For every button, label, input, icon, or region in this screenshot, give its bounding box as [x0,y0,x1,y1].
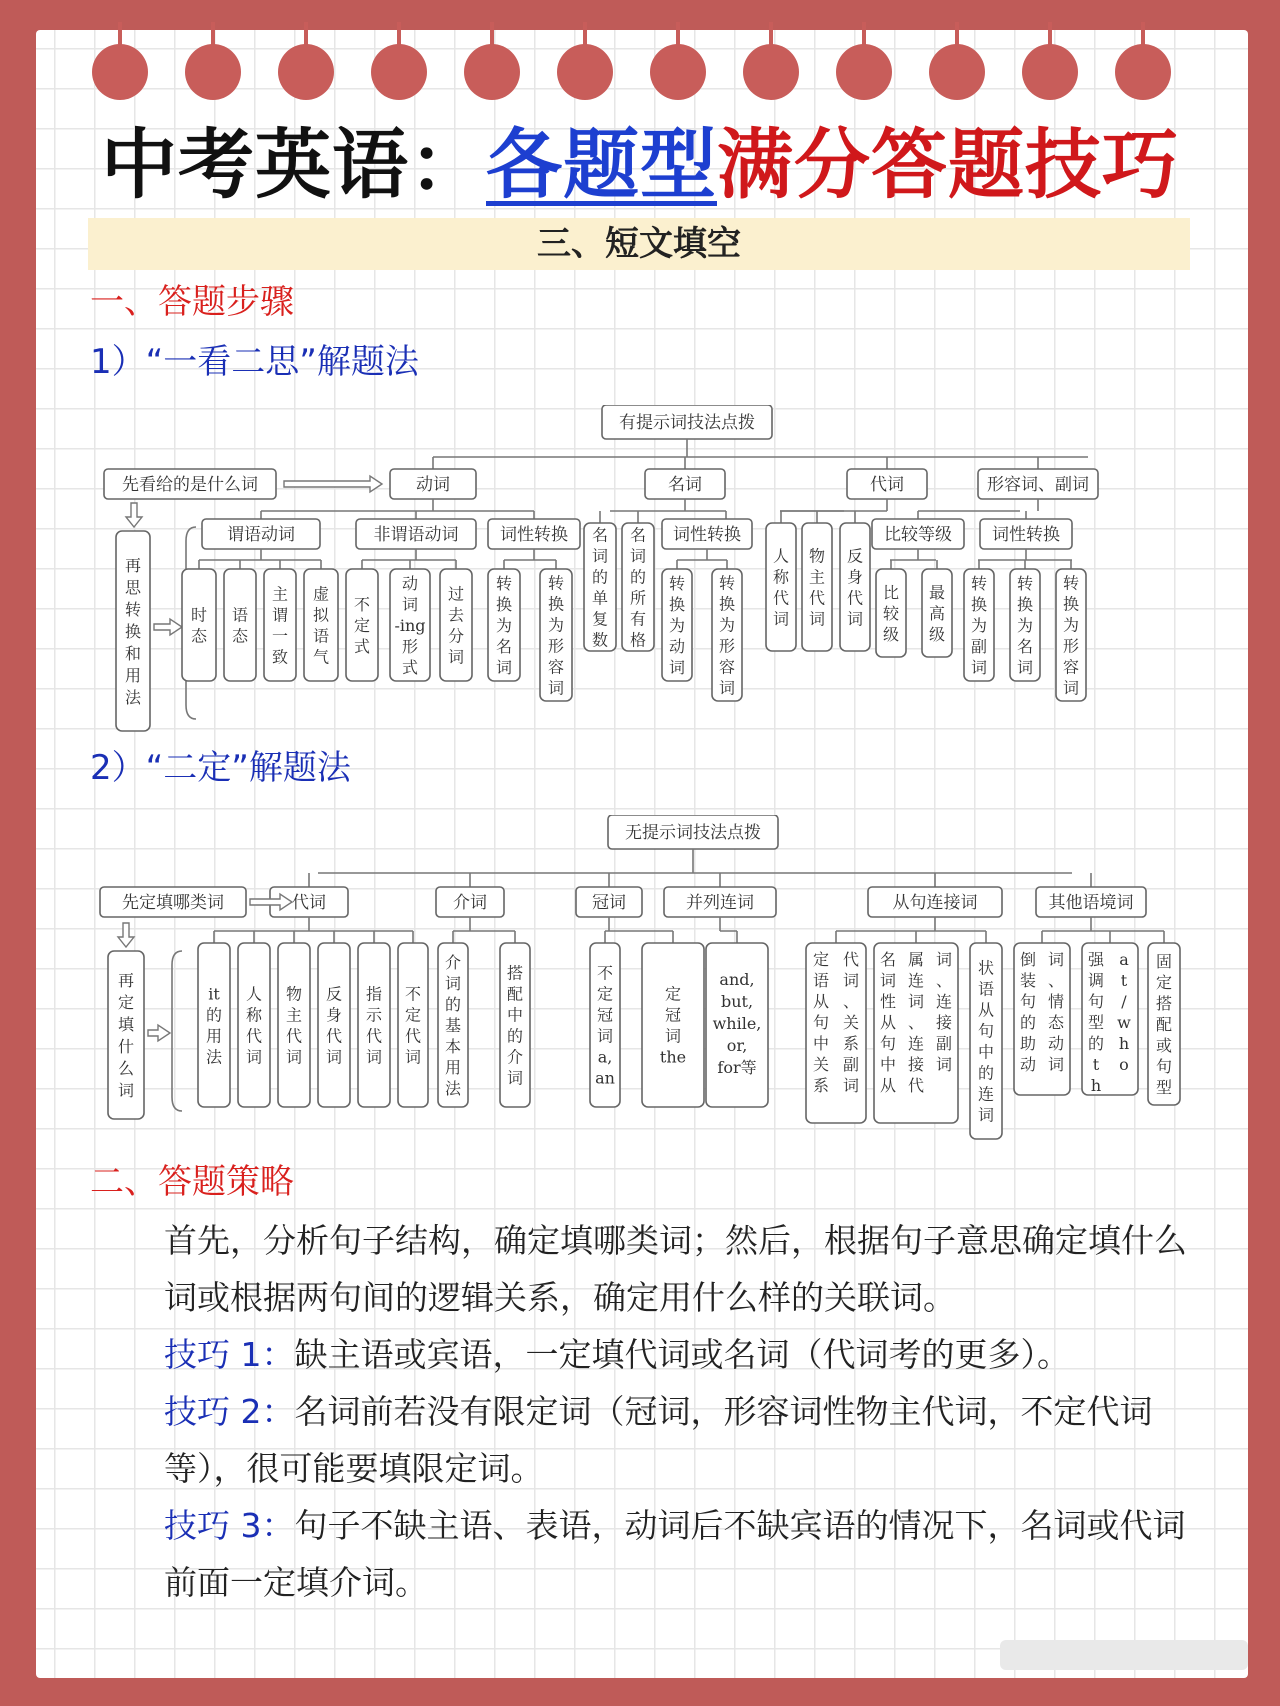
diagram2-category-1: 介词 [453,893,487,913]
tip-2-text: 名词前若没有限定词（冠词，形容词性物主代词，不定代词等），很可能要填限定词。 [164,1392,1153,1488]
diagram2-leaf-3-0: and, but, while, or, for等 [712,970,762,1077]
diagram1-leaf-0-1-2: 过去分词 [447,584,465,667]
diagram1-leaf-0-1-0: 不定式 [353,594,371,656]
tip-3-text: 句子不缺主语、表语，动词后不缺宾语的情况下，名词或代词前面一定填介词。 [164,1506,1186,1602]
ring-icon [1022,44,1078,100]
diagram2-category-0: 代词 [292,893,326,913]
diagram1-category-1: 名词 [668,475,702,495]
method-1-label: 1）“一看二思”解题法 [90,342,419,382]
diagram-with-hint [90,405,1190,733]
diagram1-leaf-0-0-3: 虚拟语气 [312,584,330,667]
ring-icon [371,44,427,100]
ring-icon [650,44,706,100]
diagram2-leaf-0-0-box [198,943,230,1107]
heading-answer-steps: 一、答题步骤 [90,282,294,322]
diagram1-sub-0-2: 词性转换 [500,525,568,545]
diagram1-sub-3-0: 比较等级 [884,525,952,545]
title-part-3: 满分答题技巧 [717,120,1179,209]
diagram2-category-5: 其他语境词 [1048,893,1134,913]
diagram2-leaf-0-3-box [318,943,350,1107]
diagram2-leaf-4-0: 定语从句中关系代词、关系副词 [812,950,860,1095]
diagram1-sub-1-1: 词性转换 [673,525,741,545]
diagram2-leaf-0-5-box [398,943,428,1107]
diagram2-leaf-0-1: 人称代词 [245,984,263,1067]
diagram1-leaf-2-0-0-box [766,523,796,651]
diagram1-leaf-0-0-1: 语态 [231,605,249,646]
diagram2-category-3: 并列连词 [686,893,754,913]
page-title [0,120,1280,210]
title-part-2: 各题型 [486,120,717,209]
diagram1-category-2: 代词 [870,475,904,495]
tip-1-label: 技巧 1： [164,1335,295,1374]
diagram2-leaf-4-1-box [874,943,958,1123]
diagram1-leaf-2-0-0: 人称代词 [772,546,790,629]
diagram1-sub-0-0: 谓语动词 [227,525,295,545]
diagram-without-hint [90,815,1190,1140]
diagram1-leaf-0-0-0: 时态 [190,605,208,646]
ring-icon [92,44,148,100]
diagram1-leaf-3-0-0: 比较级 [882,582,900,644]
diagram2-leaf-2-1-box [642,943,704,1107]
diagram2-leaf-5-0: 倒装句的助动词、情态动词 [1019,950,1065,1074]
diagram2-leaf-5-2: 固定搭配或句型 [1155,951,1173,1097]
diagram1-leaf-2-0-1-box [802,523,832,651]
diagram1-leaf-1-0-0: 名词的单复数 [591,525,609,650]
method-2-label: 2）“二定”解题法 [90,748,351,788]
diagram2-category-2: 冠词 [592,893,626,913]
diagram1-leaf-1-1-0: 转换为动词 [668,573,686,677]
tip-3-label: 技巧 3： [164,1506,295,1545]
diagram1-leaf-0-2-1: 转换为形容词 [547,573,565,698]
diagram1-leaf-0-2-0: 转换为名词 [495,573,513,677]
ring-icon [185,44,241,100]
diagram1-sub-3-1: 词性转换 [992,525,1060,545]
diagram2-leaf-1-1: 搭配中的介词 [506,963,524,1088]
ring-icon [1115,44,1171,100]
diagram2-leaf-0-2: 物主代词 [285,984,303,1067]
diagram2-start: 先定填哪类词 [122,893,224,913]
diagram1-leaf-1-0-1: 名词的所有格 [629,525,647,650]
diagram2-leaf-2-0: 不定冠词 a, an [595,963,615,1088]
diagram1-leaf-1-1-1: 转换为形容词 [718,573,736,698]
title-part-1: 中考英语： [101,120,486,209]
ring-icon [557,44,613,100]
tip-3 [90,1497,1195,1611]
diagram1-sub-0-1: 非谓语动词 [373,525,459,545]
tip-1 [90,1326,1195,1383]
arrow-right-icon [154,619,182,635]
diagram2-leaf-0-2-box [278,943,310,1107]
diagram1-leaf-3-1-1: 转换为名词 [1016,573,1034,677]
ring-icon [743,44,799,100]
diagram1-leaf-2-0-2-box [840,523,870,651]
diagram2-leaf-1-0: 介词的基本用法 [444,952,462,1098]
diagram2-leaf-4-1: 名词性从句中从属连词、连接代词、连接副词 [879,950,953,1095]
tip-1-text: 缺主语或宾语，一定填代词或名词（代词考的更多）。 [294,1335,1070,1374]
diagram2-leaf-4-2: 状语从句中的连词 [977,958,995,1125]
diagram1-second-step: 再思转换和用法 [124,556,142,708]
diagram2-leaf-0-0: it 的用法 [205,984,223,1067]
diagram1-leaf-0-0-2: 主谓一致 [271,584,289,667]
diagram2-leaf-0-3: 反身代词 [325,984,343,1067]
arrow-down-icon [118,923,134,947]
ring-icon [836,44,892,100]
arrow-right-icon [284,476,382,492]
ring-icon [929,44,985,100]
diagram2-second-step: 再定填什么词 [117,971,135,1101]
strategy-intro: 首先，分析句子结构，确定填哪类词；然后，根据句子意思确定填什么词或根据两句间的逻辑关系，确定用什么样的关联词。 [164,1221,1187,1317]
diagram2-category-4: 从句连接词 [892,893,978,913]
arrow-down-icon [126,503,142,527]
diagram1-category-0: 动词 [416,475,450,495]
ring-icon [278,44,334,100]
diagram1-leaf-0-0-0-box [182,569,216,681]
diagram1-leaf-2-0-2: 反身代词 [846,546,864,629]
diagram2-leaf-0-4: 指示代词 [365,984,383,1067]
tip-2 [90,1383,1195,1497]
heading-answer-strategy: 二、答题策略 [90,1162,294,1202]
diagram2-leaf-2-1: 定冠词 the [659,984,687,1067]
diagram2-leaf-0-5: 不定代词 [404,984,422,1067]
diagram1-start: 先看给的是什么词 [122,475,258,495]
arrow-right-icon [148,1025,170,1041]
diagram1-category-3: 形容词、副词 [987,475,1089,495]
diagram1-leaf-0-1-1: 动词-ing 形式 [394,573,426,677]
strategy-text [90,1212,1195,1611]
tip-2-label: 技巧 2： [164,1392,295,1431]
diagram1-leaf-3-1-2: 转换为形容词 [1062,573,1080,698]
watermark-bar [1000,1640,1248,1670]
diagram1-leaf-0-0-1-box [224,569,256,681]
ring-icon [464,44,520,100]
diagram2-leaf-0-1-box [238,943,270,1107]
diagram2-leaf-5-1: 强调句型的 t ha t / w h o [1087,950,1131,1095]
diagram1-root: 有提示词技法点拨 [619,413,755,433]
diagram2-root: 无提示词技法点拨 [625,823,761,843]
diagram1-leaf-3-1-0: 转换为副词 [970,573,988,677]
diagram1-leaf-3-0-1: 最高级 [928,582,946,644]
diagram2-leaf-4-0-box [806,943,866,1123]
brace-icon [172,951,182,1111]
diagram2-leaf-0-4-box [358,943,390,1107]
section-title: 三、短文填空 [88,218,1190,270]
diagram1-leaf-2-0-1: 物主代词 [808,546,826,629]
